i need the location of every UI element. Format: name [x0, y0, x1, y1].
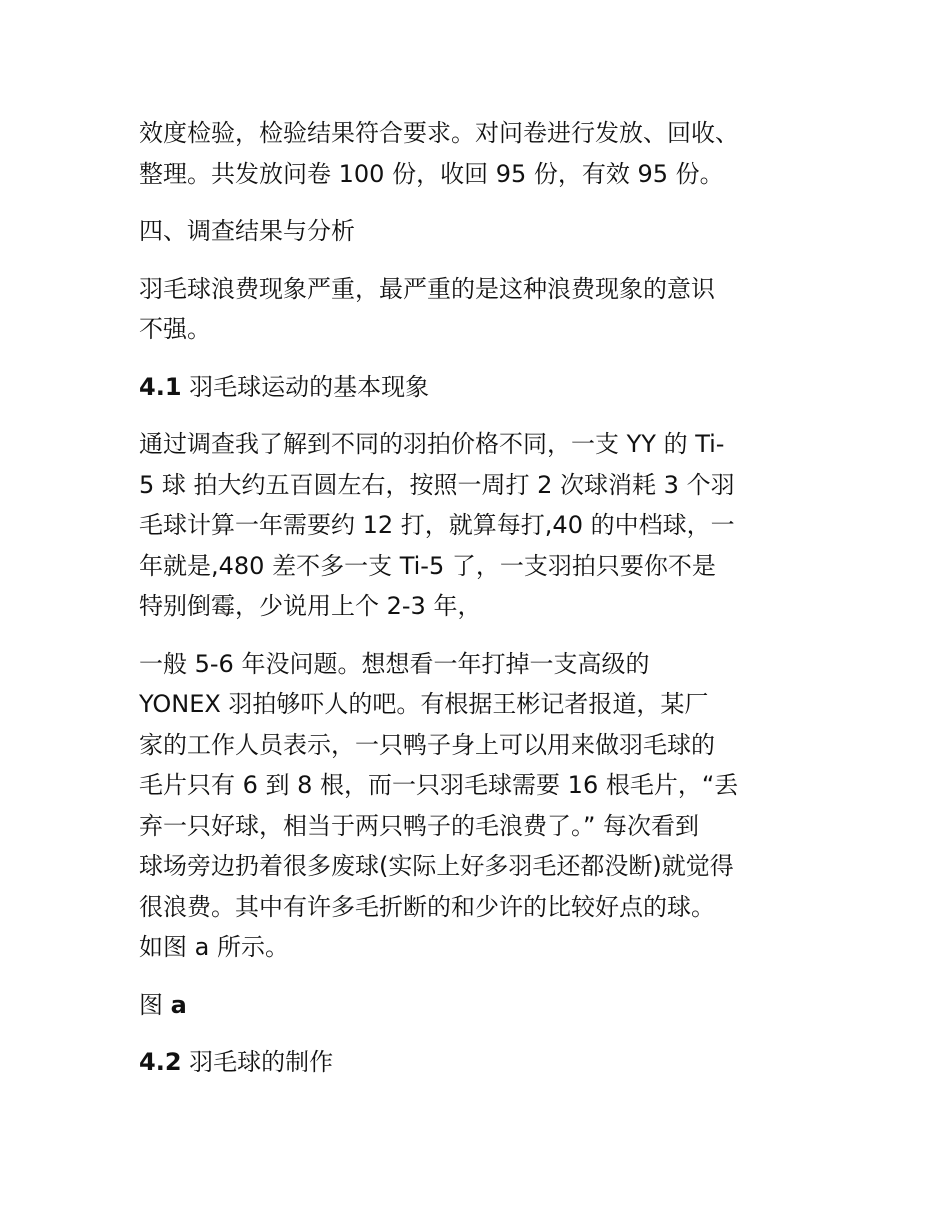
text-line: 家的工作人员表示，一只鸭子身上可以用来做羽毛球的 [139, 730, 715, 759]
text-line: 羽毛球浪费现象严重，最严重的是这种浪费现象的意识 [139, 274, 715, 303]
section-number: 4.1 [139, 372, 182, 401]
text-line: 不强。 [139, 315, 211, 343]
text-line: 很浪费。其中有许多毛折断的和少许的比较好点的球。 [139, 892, 715, 921]
paragraph-feather-waste [139, 644, 819, 968]
section-title: 羽毛球的制作 [181, 1048, 334, 1076]
section-heading-4-2 [139, 1042, 819, 1083]
text-line: 球场旁边扔着很多废球(实际上好多羽毛还都没断)就觉得 [139, 852, 734, 880]
section-title: 羽毛球运动的基本现象 [181, 372, 430, 401]
text-line: 弃一只好球，相当于两只鸭子的毛浪费了。” 每次看到 [139, 811, 700, 840]
paragraph-summary [139, 269, 819, 350]
document-page [139, 113, 819, 1100]
figure-caption [139, 985, 819, 1026]
section-heading-4: 四、调查结果与分析 [139, 217, 355, 245]
figure-label: 图 [139, 990, 171, 1019]
section-heading-4-1 [139, 367, 819, 408]
text-line: 年就是,480 差不多一支 Ti-5 了，一支羽拍只要你不是 [139, 551, 716, 580]
text-line: 5 球 拍大约五百圆左右，按照一周打 2 次球消耗 3 个羽 [139, 470, 735, 499]
text-line: 通过调查我了解到不同的羽拍价格不同，一支 YY 的 Ti- [139, 430, 725, 458]
figure-letter: a [170, 990, 187, 1019]
text-line: 特别倒霉，少说用上个 2-3 年， [139, 592, 482, 620]
text-line: 如图 a 所示。 [139, 933, 289, 961]
text-line: 毛片只有 6 到 8 根，而一只羽毛球需要 16 根毛片，“丢 [139, 771, 739, 799]
text-line: 一般 5-6 年没问题。想想看一年打掉一支高级的 [139, 649, 650, 678]
text-line: 整理。共发放问卷 100 份，收回 95 份，有效 95 份。 [139, 159, 724, 188]
text-line: 毛球计算一年需要约 12 打，就算每打,40 的中档球，一 [139, 511, 735, 539]
paragraph-racket-cost [139, 424, 819, 627]
paragraph-questionnaire [139, 113, 819, 194]
text-line: 效度检验，检验结果符合要求。对问卷进行发放、回收、 [139, 119, 739, 147]
text-line: YONEX 羽拍够吓人的吧。有根据王彬记者报道，某厂 [139, 690, 709, 718]
section-number: 4.2 [139, 1048, 182, 1076]
